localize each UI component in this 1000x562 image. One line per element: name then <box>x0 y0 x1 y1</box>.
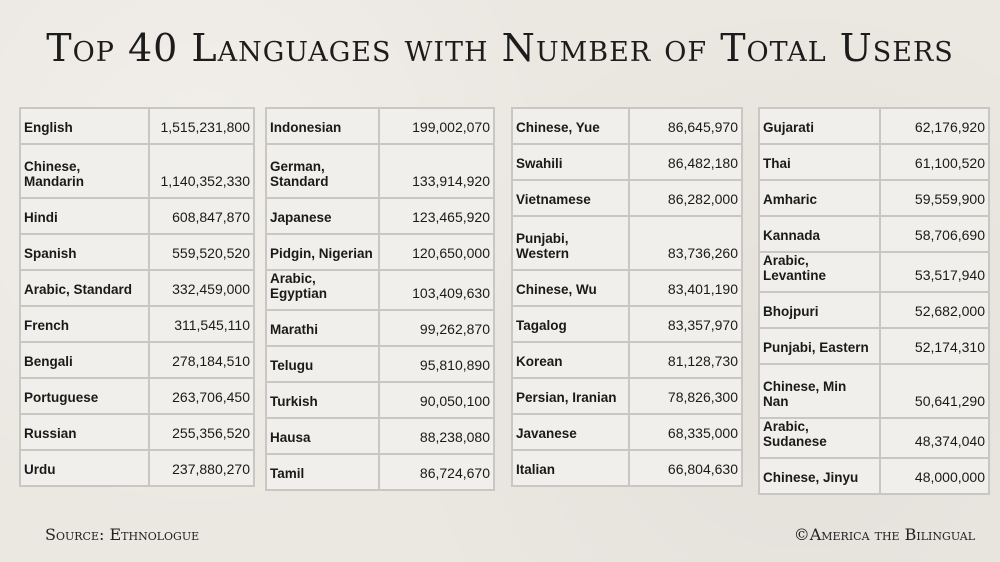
table-row <box>20 378 254 414</box>
language-name: Indonesian <box>266 108 379 144</box>
table-row <box>266 198 494 234</box>
user-count: 83,401,190 <box>629 270 742 306</box>
user-count: 103,409,630 <box>379 270 494 310</box>
table-row <box>512 108 742 144</box>
table-row <box>20 450 254 486</box>
language-name: Arabic, Standard <box>20 270 149 306</box>
user-count: 90,050,100 <box>379 382 494 418</box>
user-count: 83,357,970 <box>629 306 742 342</box>
user-count: 332,459,000 <box>149 270 254 306</box>
user-count: 133,914,920 <box>379 144 494 198</box>
language-name: Tamil <box>266 454 379 490</box>
user-count: 78,826,300 <box>629 378 742 414</box>
language-name: Bengali <box>20 342 149 378</box>
table-row <box>266 382 494 418</box>
user-count: 81,128,730 <box>629 342 742 378</box>
user-count: 88,238,080 <box>379 418 494 454</box>
table-row <box>512 144 742 180</box>
user-count: 83,736,260 <box>629 216 742 270</box>
language-name: Chinese, Min Nan <box>759 364 880 418</box>
user-count: 199,002,070 <box>379 108 494 144</box>
language-name: Hindi <box>20 198 149 234</box>
user-count: 62,176,920 <box>880 108 989 144</box>
language-name: Punjabi, Eastern <box>759 328 880 364</box>
language-table-column-3 <box>511 107 743 487</box>
language-name: Pidgin, Nigerian <box>266 234 379 270</box>
table-row <box>266 234 494 270</box>
language-name: Chinese, Jinyu <box>759 458 880 494</box>
user-count: 255,356,520 <box>149 414 254 450</box>
user-count: 86,724,670 <box>379 454 494 490</box>
language-name: Amharic <box>759 180 880 216</box>
table-row <box>266 270 494 310</box>
user-count: 61,100,520 <box>880 144 989 180</box>
page-title: Top 40 Languages with Number of Total Users <box>46 26 954 70</box>
user-count: 559,520,520 <box>149 234 254 270</box>
user-count: 53,517,940 <box>880 252 989 292</box>
user-count: 48,000,000 <box>880 458 989 494</box>
table-row <box>512 450 742 486</box>
user-count: 86,282,000 <box>629 180 742 216</box>
language-name: Italian <box>512 450 629 486</box>
table-row <box>20 234 254 270</box>
table-row <box>512 342 742 378</box>
language-name: Swahili <box>512 144 629 180</box>
language-name: Arabic, Sudanese <box>759 418 880 458</box>
table-row <box>512 180 742 216</box>
table-row <box>512 306 742 342</box>
language-name: Gujarati <box>759 108 880 144</box>
language-name: Urdu <box>20 450 149 486</box>
table-row <box>266 346 494 382</box>
table-row <box>759 458 989 494</box>
table-row <box>759 328 989 364</box>
user-count: 1,515,231,800 <box>149 108 254 144</box>
language-name: Persian, Iranian <box>512 378 629 414</box>
table-row <box>266 454 494 490</box>
language-name: Hausa <box>266 418 379 454</box>
language-name: Vietnamese <box>512 180 629 216</box>
table-row <box>266 144 494 198</box>
language-name: Tagalog <box>512 306 629 342</box>
language-name: Chinese, Yue <box>512 108 629 144</box>
table-row <box>759 418 989 458</box>
user-count: 58,706,690 <box>880 216 989 252</box>
user-count: 52,174,310 <box>880 328 989 364</box>
user-count: 311,545,110 <box>149 306 254 342</box>
language-name: Arabic, Egyptian <box>266 270 379 310</box>
language-name: French <box>20 306 149 342</box>
user-count: 99,262,870 <box>379 310 494 346</box>
language-name: English <box>20 108 149 144</box>
table-row <box>20 306 254 342</box>
table-row <box>759 144 989 180</box>
user-count: 59,559,900 <box>880 180 989 216</box>
user-count: 52,682,000 <box>880 292 989 328</box>
table-row <box>759 292 989 328</box>
language-name: Turkish <box>266 382 379 418</box>
table-row <box>20 342 254 378</box>
user-count: 48,374,040 <box>880 418 989 458</box>
language-name: Javanese <box>512 414 629 450</box>
credit-note: ©America the Bilingual <box>793 525 975 544</box>
table-row <box>512 216 742 270</box>
user-count: 608,847,870 <box>149 198 254 234</box>
user-count: 263,706,450 <box>149 378 254 414</box>
table-row <box>20 198 254 234</box>
language-table-column-2 <box>265 107 495 491</box>
language-name: Kannada <box>759 216 880 252</box>
table-row <box>20 144 254 198</box>
table-row <box>512 414 742 450</box>
table-row <box>512 378 742 414</box>
language-name: Spanish <box>20 234 149 270</box>
user-count: 68,335,000 <box>629 414 742 450</box>
user-count: 86,645,970 <box>629 108 742 144</box>
user-count: 95,810,890 <box>379 346 494 382</box>
language-name: Japanese <box>266 198 379 234</box>
table-row <box>20 414 254 450</box>
language-name: Telugu <box>266 346 379 382</box>
table-row <box>266 418 494 454</box>
table-row <box>266 310 494 346</box>
user-count: 1,140,352,330 <box>149 144 254 198</box>
language-name: Punjabi, Western <box>512 216 629 270</box>
table-row <box>759 364 989 418</box>
table-row <box>759 216 989 252</box>
user-count: 66,804,630 <box>629 450 742 486</box>
user-count: 237,880,270 <box>149 450 254 486</box>
language-name: Portuguese <box>20 378 149 414</box>
user-count: 120,650,000 <box>379 234 494 270</box>
user-count: 278,184,510 <box>149 342 254 378</box>
table-row <box>266 108 494 144</box>
table-row <box>759 252 989 292</box>
table-row <box>759 108 989 144</box>
table-row <box>759 180 989 216</box>
language-name: Russian <box>20 414 149 450</box>
user-count: 123,465,920 <box>379 198 494 234</box>
language-name: Chinese, Wu <box>512 270 629 306</box>
user-count: 50,641,290 <box>880 364 989 418</box>
table-row <box>20 108 254 144</box>
table-row <box>512 270 742 306</box>
source-note: Source: Ethnologue <box>45 525 200 544</box>
language-name: Bhojpuri <box>759 292 880 328</box>
language-name: Korean <box>512 342 629 378</box>
language-table-column-1 <box>19 107 255 487</box>
language-name: Thai <box>759 144 880 180</box>
language-name: Marathi <box>266 310 379 346</box>
user-count: 86,482,180 <box>629 144 742 180</box>
language-table-column-4 <box>758 107 990 495</box>
language-name: Chinese, Mandarin <box>20 144 149 198</box>
language-name: German, Standard <box>266 144 379 198</box>
table-row <box>20 270 254 306</box>
language-name: Arabic, Levantine <box>759 252 880 292</box>
